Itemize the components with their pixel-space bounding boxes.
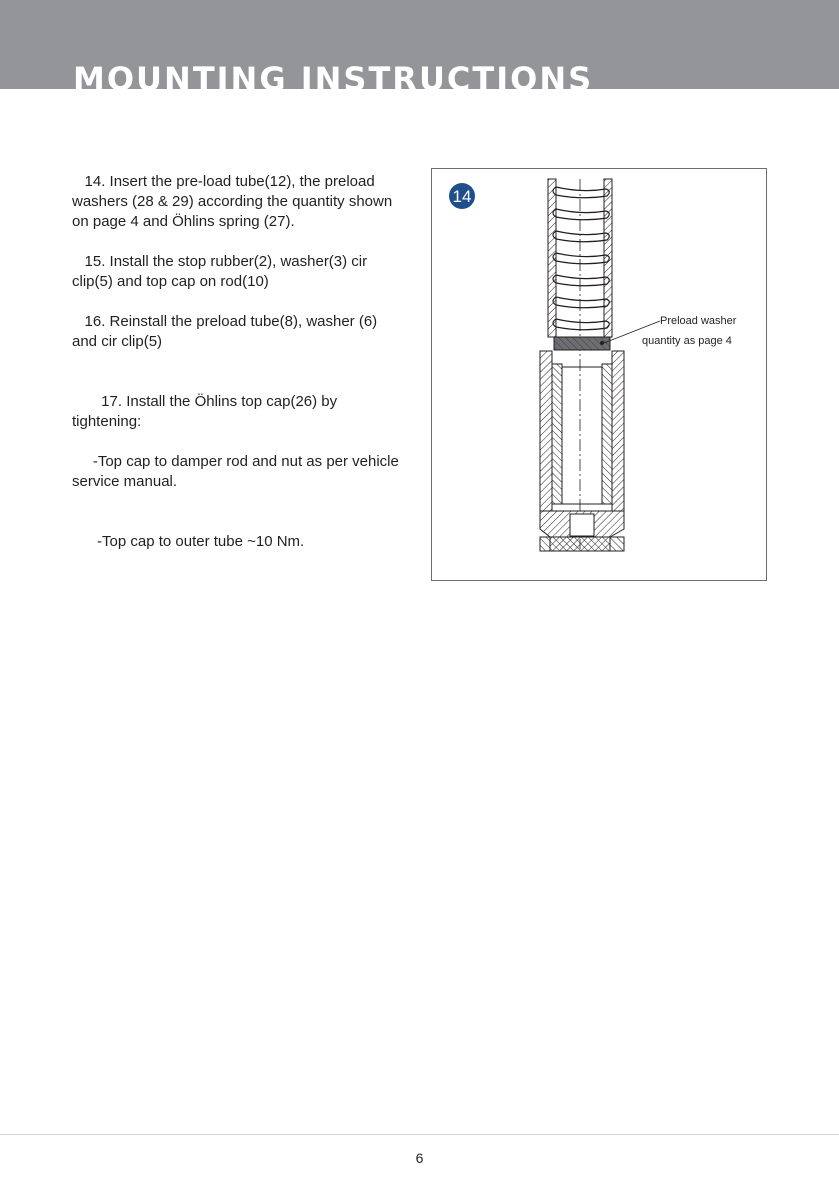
step-17-substep-1: -Top cap to damper rod and nut as per vehicle service manual. bbox=[72, 453, 404, 490]
right-wall bbox=[604, 179, 612, 337]
step-17-intro: 17. Install the Öhlins top cap(26) by tightening: bbox=[72, 393, 342, 430]
base-stud bbox=[570, 514, 594, 536]
footer-divider bbox=[0, 1134, 839, 1135]
page-number: 6 bbox=[415, 1150, 424, 1166]
step-badge bbox=[449, 183, 475, 209]
inner-sleeve-right bbox=[602, 364, 612, 504]
page-title: MOUNTING INSTRUCTIONS bbox=[73, 60, 594, 89]
instructions-text bbox=[72, 172, 402, 612]
inner-sleeve-left bbox=[552, 364, 562, 504]
preload-callout bbox=[600, 315, 737, 347]
step-16: 16. Reinstall the preload tube(8), washer (6) and cir clip(5) bbox=[72, 313, 382, 350]
step-17 bbox=[72, 372, 402, 592]
outer-tube-right bbox=[612, 351, 624, 511]
left-wall bbox=[548, 179, 556, 337]
shock-diagram bbox=[432, 169, 766, 580]
callout-line-2: quantity as page 4 bbox=[642, 335, 732, 347]
header-bar bbox=[0, 0, 839, 89]
step-14: 14. Insert the pre-load tube(12), the preload washers (28 & 29) according the quantity shown on page 4 and Öhlins spring (27). bbox=[72, 173, 397, 230]
lower-body bbox=[540, 351, 624, 551]
outer-tube-left bbox=[540, 351, 552, 511]
step-17-substep-2: -Top cap to outer tube ~10 Nm. bbox=[72, 533, 305, 550]
callout-dot bbox=[600, 341, 604, 345]
base-foot bbox=[540, 537, 624, 551]
step-15: 15. Install the stop rubber(2), washer(3) cir clip(5) and top cap on rod(10) bbox=[72, 253, 372, 290]
preload-tube bbox=[562, 367, 602, 504]
callout-line-1: Preload washer bbox=[660, 315, 737, 327]
figure-box bbox=[431, 168, 767, 581]
spring-coils bbox=[553, 187, 609, 330]
badge-number: 14 bbox=[452, 187, 472, 206]
